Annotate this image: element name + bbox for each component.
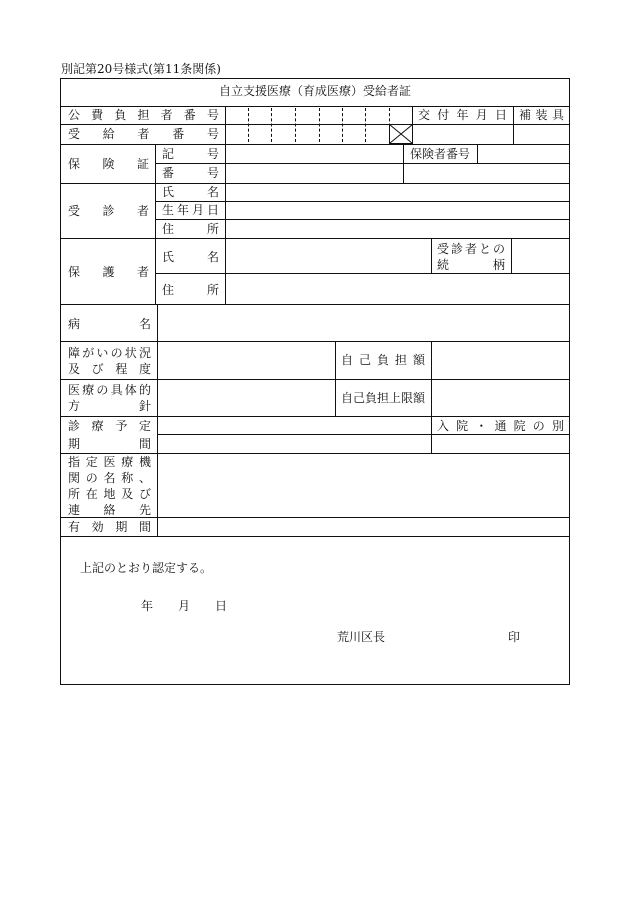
label-kikan-line1-char: 療: [121, 455, 134, 469]
label-hogosha: [68, 265, 149, 279]
label-nyuin-tsuin-char: の: [532, 419, 545, 433]
date-month-label: 月: [178, 599, 191, 613]
label-nyuin-tsuin-char: 院: [513, 419, 526, 433]
label-yuko-kikan-char: 間: [138, 520, 151, 534]
label-kikan-line3-char: 在: [85, 487, 98, 501]
label-hosogu: [519, 108, 564, 122]
label-shogai-line1: [68, 346, 151, 360]
label-hosogu-char: 装: [535, 108, 548, 122]
label-hosogu-char: 具: [551, 108, 564, 122]
label-yotei-line1-char: 療: [91, 419, 104, 433]
rule: [511, 238, 512, 273]
label-kigo: [162, 147, 219, 161]
rule: [412, 106, 413, 124]
label-jukyusha-no-char: 受: [68, 127, 81, 141]
rule: [61, 453, 569, 454]
rule: [61, 416, 569, 417]
label-byomei-char: 名: [138, 317, 151, 331]
label-kigo-char: 記: [162, 147, 175, 161]
issuing-authority: 荒川区長: [337, 630, 386, 644]
label-byomei-char: 病: [68, 317, 81, 331]
label-shogai-line1-char: の: [110, 346, 123, 360]
label-kikan-line4-char: 絡: [103, 503, 116, 517]
label-yotei-line1-char: 定: [138, 419, 151, 433]
label-futansha-no-char: 者: [160, 108, 173, 122]
label-hoshin-line2: [68, 399, 151, 413]
label-futansha-no-char: 番: [183, 108, 196, 122]
label-shogai-line2-char: 及: [68, 362, 81, 376]
label-jushinsha-char: 受: [68, 204, 81, 218]
rule: [61, 379, 569, 380]
rule: [61, 517, 569, 518]
label-jiko-futan-char: 額: [412, 353, 425, 367]
label-kikan-line4-char: 連: [68, 503, 81, 517]
label-nyuin-tsuin-char: 別: [551, 419, 564, 433]
label-zokugara-line2-char: 続: [437, 258, 450, 272]
label-nyuin-tsuin-char: 入: [437, 419, 450, 433]
label-hokensho-char: 険: [102, 157, 115, 171]
label-hoshin-line1-char: 医: [68, 383, 81, 397]
label-jukyusha-no-char: 番: [172, 127, 185, 141]
seal-mark: 印: [508, 630, 521, 644]
label-kikan-line1-char: 指: [68, 455, 81, 469]
rule: [155, 273, 569, 274]
rule: [61, 183, 569, 184]
label-zokugara-line2-char: 柄: [492, 258, 505, 272]
label-seinengappi-char: 生: [162, 203, 175, 217]
digit-divider: [248, 108, 249, 142]
label-kikan-line2: [68, 471, 151, 485]
rule: [61, 341, 569, 342]
label-byomei: [68, 317, 151, 331]
label-zokugara-line1-char: 受: [437, 242, 450, 256]
label-jiko-futan-char: 自: [341, 353, 354, 367]
label-futansha-no-char: 公: [68, 108, 81, 122]
label-shogai-line2-char: び: [91, 362, 104, 376]
label-nyuin-tsuin-char: 通: [494, 419, 507, 433]
label-hogosha-char: 者: [136, 265, 149, 279]
rule: [61, 536, 569, 537]
rule: [155, 201, 569, 202]
label-yuko-kikan-char: 効: [91, 520, 104, 534]
label-hosogu-char: 補: [519, 108, 532, 122]
digit-divider: [271, 108, 272, 142]
rule: [403, 144, 404, 183]
label-kikan-line3-char: 所: [68, 487, 81, 501]
label-zokugara-line1-char: の: [492, 242, 505, 256]
digit-divider: [342, 108, 343, 142]
label-hokensho: [68, 157, 149, 171]
label-nyuin-tsuin-char: 院: [456, 419, 469, 433]
label-shogai-line1-char: い: [96, 346, 109, 360]
label-jukyusha-no-char: 号: [206, 127, 219, 141]
date-year-label: 年: [141, 599, 154, 613]
label-shogai-line1-char: 状: [124, 346, 137, 360]
rule: [335, 341, 336, 416]
label-futansha-no-char: 負: [114, 108, 127, 122]
label-kofu-date-char: 年: [456, 108, 469, 122]
label-zokugara-line1: [437, 242, 505, 256]
label-kikan-line4-char: 先: [138, 503, 151, 517]
label-jusho: [162, 222, 219, 236]
form-number-caption: 別記第20号様式(第11条関係): [61, 62, 221, 76]
label-shimei-char: 名: [206, 185, 219, 199]
digit-divider: [365, 108, 366, 142]
label-shogai-line1-char: 況: [138, 346, 151, 360]
label-kikan-line2-char: 名: [103, 471, 116, 485]
label-yotei-line2: [68, 437, 151, 451]
rule: [431, 341, 432, 416]
certification-statement: 上記のとおり認定する。: [80, 561, 213, 575]
rule: [513, 106, 514, 144]
label-hogosha-char: 保: [68, 265, 81, 279]
label-kikan-line2-char: 関: [68, 471, 81, 485]
rule: [61, 304, 569, 305]
label-yotei-line1-char: 診: [68, 419, 81, 433]
label-seinengappi: [162, 203, 219, 217]
label-kikan-line1-char: 医: [103, 455, 116, 469]
label-yuko-kikan: [68, 520, 151, 534]
label-shimei: [162, 185, 219, 199]
label-kikan-line1: [68, 455, 151, 469]
label-zokugara-line1-char: 者: [464, 242, 477, 256]
label-jushinsha-char: 者: [136, 204, 149, 218]
label-bango-char: 号: [206, 166, 219, 180]
date-day-label: 日: [215, 599, 228, 613]
label-shogai-line1-char: が: [82, 346, 95, 360]
label-jushinsha: [68, 204, 149, 218]
label-hoshin-line1-char: 的: [138, 383, 151, 397]
digit-divider: [319, 108, 320, 142]
label-jiko-futan-char: 己: [358, 353, 371, 367]
label-kikan-line3-char: 地: [103, 487, 116, 501]
label-shogai-line1-char: 障: [68, 346, 81, 360]
label-jukyusha-no-char: 給: [102, 127, 115, 141]
label-kofu-date-char: 日: [494, 108, 507, 122]
rule: [157, 304, 158, 536]
label-nyuin-tsuin: [437, 419, 564, 433]
rule: [155, 219, 569, 220]
label-kikan-line2-char: の: [85, 471, 98, 485]
label-jiko-futan-char: 担: [394, 353, 407, 367]
label-yotei-line2-char: 期: [68, 437, 81, 451]
label-jukyusha-no-char: 者: [137, 127, 150, 141]
label-jiko-futan: [341, 353, 425, 367]
label-hoshin-line1-char: 療: [82, 383, 95, 397]
void-cross-box: [389, 124, 413, 144]
label-kikan-line3-char: び: [138, 487, 151, 501]
label-kikan-line2-char: 称: [121, 471, 134, 485]
label-seinengappi-char: 日: [206, 203, 219, 217]
label-hogosha-shimei-char: 氏: [162, 250, 175, 264]
rule: [157, 434, 569, 435]
rule: [225, 144, 226, 304]
label-seinengappi-char: 月: [191, 203, 204, 217]
rule: [61, 238, 569, 239]
label-jusho-char: 所: [206, 222, 219, 236]
rule: [225, 106, 226, 144]
label-shogai-line2-char: 度: [138, 362, 151, 376]
label-kofu-date: [418, 108, 507, 122]
label-hoshin-line1-char: 体: [124, 383, 137, 397]
label-zokugara-line1-char: と: [478, 242, 491, 256]
label-yotei-line2-char: 間: [138, 437, 151, 451]
label-hokensho-char: 証: [136, 157, 149, 171]
label-jusho-char: 住: [162, 222, 175, 236]
rule: [477, 144, 478, 163]
label-nyuin-tsuin-char: ・: [475, 419, 488, 433]
label-hogosha-jusho-char: 所: [206, 283, 219, 297]
label-kikan-line3: [68, 487, 151, 501]
label-hokensho-char: 保: [68, 157, 81, 171]
label-jogen: 自己負担上限額: [341, 391, 426, 405]
certificate-form: [60, 78, 570, 685]
label-shogai-line2-char: 程: [115, 362, 128, 376]
label-seinengappi-char: 年: [176, 203, 189, 217]
label-kofu-date-char: 付: [437, 108, 450, 122]
label-futansha-no-char: 号: [206, 108, 219, 122]
rule: [61, 144, 569, 145]
label-hoshin-line2-char: 針: [138, 399, 151, 413]
label-hokensha-no: 保険者番号: [410, 147, 471, 161]
label-shogai-line2: [68, 362, 151, 376]
label-hogosha-jusho: [162, 283, 219, 297]
label-shimei-char: 氏: [162, 185, 175, 199]
label-jushinsha-char: 診: [102, 204, 115, 218]
form-title: 自立支援医療（育成医療）受給者証: [218, 84, 411, 98]
label-hogosha-shimei-char: 名: [206, 250, 219, 264]
label-hoshin-line1-char: 具: [110, 383, 123, 397]
digit-divider: [295, 108, 296, 142]
label-kikan-line2-char: 、: [138, 471, 151, 485]
label-futansha-no-char: 費: [91, 108, 104, 122]
label-jiko-futan-char: 負: [376, 353, 389, 367]
label-hogosha-jusho-char: 住: [162, 283, 175, 297]
label-kigo-char: 号: [206, 147, 219, 161]
rule: [61, 124, 569, 125]
label-hoshin-line2-char: 方: [68, 399, 81, 413]
label-hoshin-line1-char: の: [96, 383, 109, 397]
label-zokugara-line1-char: 診: [450, 242, 463, 256]
label-bango: [162, 166, 219, 180]
label-hogosha-shimei: [162, 250, 219, 264]
label-kikan-line1-char: 機: [138, 455, 151, 469]
label-bango-char: 番: [162, 166, 175, 180]
rule: [431, 416, 432, 453]
label-yuko-kikan-char: 期: [115, 520, 128, 534]
label-futansha-no: [68, 108, 219, 122]
label-hogosha-char: 護: [102, 265, 115, 279]
rule: [431, 238, 432, 273]
rule: [155, 144, 156, 304]
label-kikan-line4: [68, 503, 151, 517]
label-zokugara-line2: [437, 258, 505, 272]
rule: [61, 106, 569, 107]
label-yuko-kikan-char: 有: [68, 520, 81, 534]
label-futansha-no-char: 担: [137, 108, 150, 122]
label-jukyusha-no: [68, 127, 219, 141]
label-kikan-line1-char: 定: [85, 455, 98, 469]
label-yotei-line1: [68, 419, 151, 433]
label-hoshin-line1: [68, 383, 151, 397]
label-yotei-line1-char: 予: [115, 419, 128, 433]
rule: [155, 163, 569, 164]
label-kofu-date-char: 月: [475, 108, 488, 122]
label-kofu-date-char: 交: [418, 108, 431, 122]
label-kikan-line3-char: 及: [121, 487, 134, 501]
